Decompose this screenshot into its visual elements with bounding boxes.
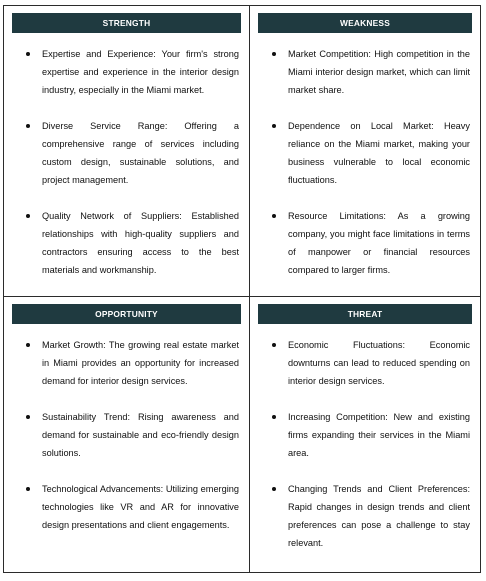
strength-cell: [4, 6, 250, 297]
threat-header: THREAT: [258, 304, 472, 324]
list-item: [258, 480, 472, 552]
list-item-text: Market Growth: The growing real estate market in Miami provides an opportunity for increased demand for interior design services.: [42, 340, 239, 386]
bullet-icon: [26, 214, 30, 218]
bullet-icon: [26, 415, 30, 419]
list-item-text: Diverse Service Range: Offering a comprehensive range of services including custom design, sustainable solutions, and project management.: [42, 121, 239, 185]
swot-table: [3, 5, 481, 573]
list-item-text: Dependence on Local Market: Heavy reliance on the Miami market, making your business vulnerable to local economic fluctuations.: [288, 121, 470, 185]
weakness-header: WEAKNESS: [258, 13, 472, 33]
threat-cell: [250, 297, 480, 572]
list-item: [258, 117, 472, 189]
list-item: [12, 480, 241, 534]
weakness-list: [258, 45, 472, 279]
bullet-icon: [272, 343, 276, 347]
bullet-icon: [272, 487, 276, 491]
bullet-icon: [26, 487, 30, 491]
list-item: [12, 336, 241, 390]
opportunity-cell: [4, 297, 250, 572]
bullet-icon: [272, 415, 276, 419]
list-item: [258, 45, 472, 99]
bullet-icon: [26, 343, 30, 347]
list-item-text: Economic Fluctuations: Economic downturns can lead to reduced spending on interior design services.: [288, 340, 470, 386]
list-item-text: Quality Network of Suppliers: Established relationships with high-quality suppliers and contractors ensuring access to the best materials and workmanship.: [42, 211, 239, 275]
list-item: [258, 207, 472, 279]
bullet-icon: [272, 52, 276, 56]
list-item: [12, 207, 241, 279]
list-item: [12, 117, 241, 189]
list-item-text: Sustainability Trend: Rising awareness and demand for sustainable and eco-friendly design solutions.: [42, 412, 239, 458]
opportunity-list: [12, 336, 241, 534]
strength-list: [12, 45, 241, 279]
list-item: [258, 408, 472, 462]
weakness-cell: [250, 6, 480, 297]
threat-list: [258, 336, 472, 552]
list-item: [12, 408, 241, 462]
list-item-text: Market Competition: High competition in the Miami interior design market, which can limit market share.: [288, 49, 470, 95]
bullet-icon: [272, 214, 276, 218]
list-item-text: Technological Advancements: Utilizing emerging technologies like VR and AR for innovative design presentations and client engagements.: [42, 484, 239, 530]
list-item: [258, 336, 472, 390]
bullet-icon: [26, 52, 30, 56]
strength-header: STRENGTH: [12, 13, 241, 33]
opportunity-header: OPPORTUNITY: [12, 304, 241, 324]
bullet-icon: [272, 124, 276, 128]
list-item-text: Expertise and Experience: Your firm's strong expertise and experience in the interior design industry, especially in the Miami market.: [42, 49, 239, 95]
list-item-text: Changing Trends and Client Preferences: Rapid changes in design trends and client preferences can pose a challenge to stay relevant.: [288, 484, 470, 548]
bullet-icon: [26, 124, 30, 128]
list-item-text: Resource Limitations: As a growing company, you might face limitations in terms of manpower or financial resources compared to larger firms.: [288, 211, 470, 275]
list-item: [12, 45, 241, 99]
list-item-text: Increasing Competition: New and existing firms expanding their services in the Miami area.: [288, 412, 470, 458]
